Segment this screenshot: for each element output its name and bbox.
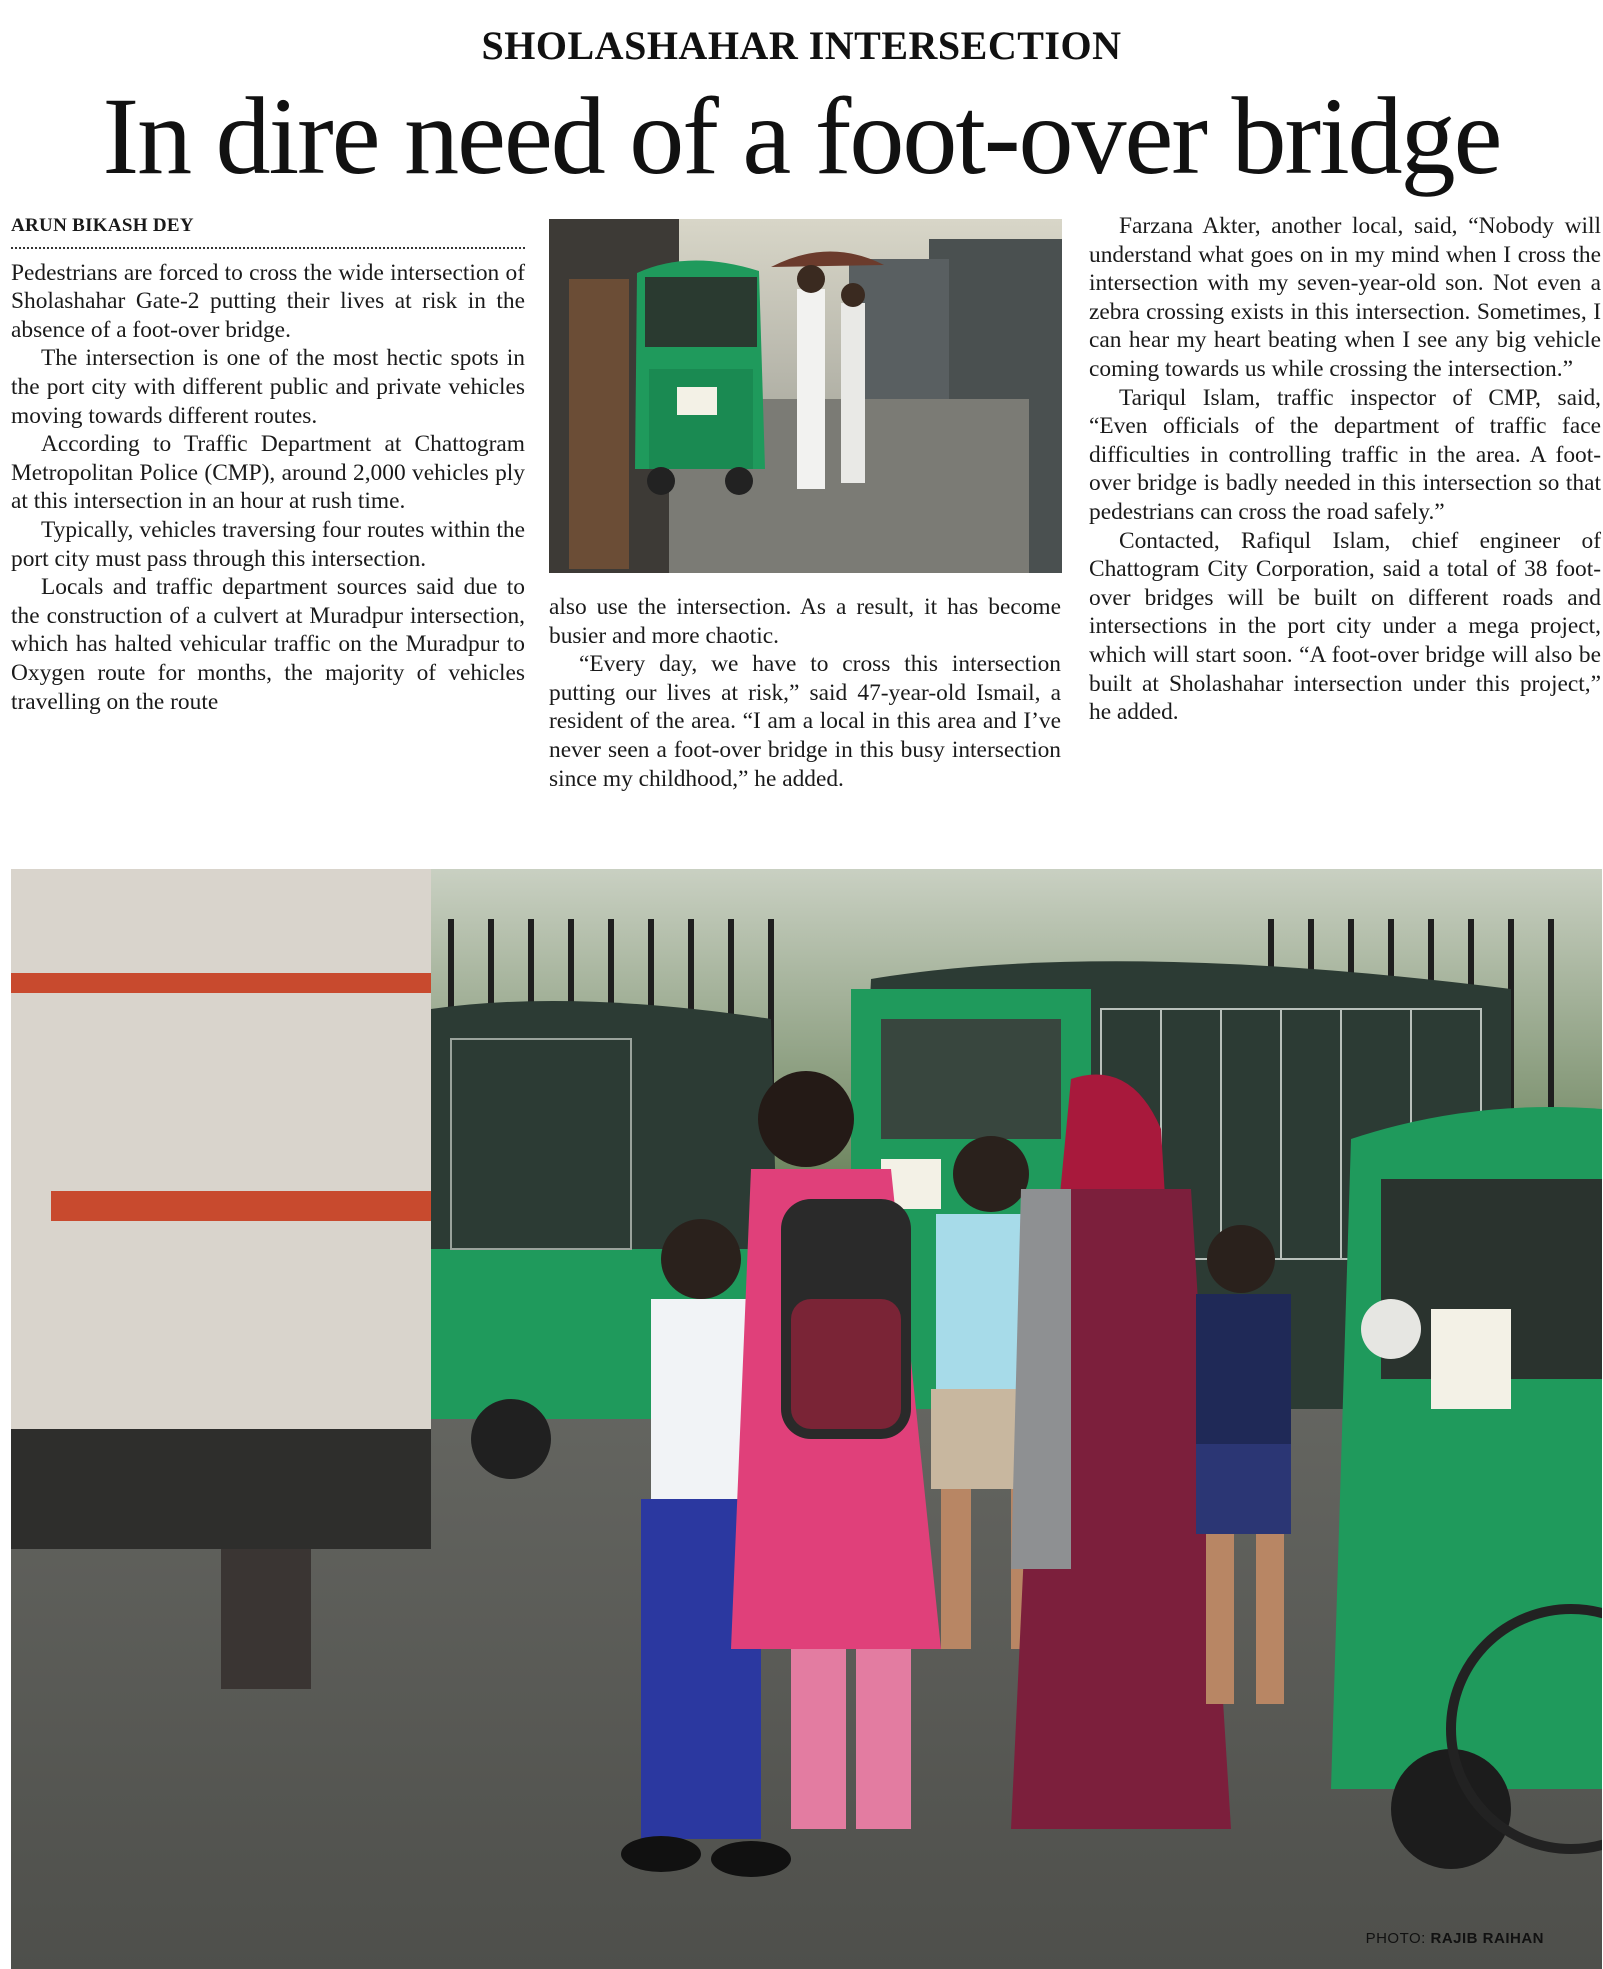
paragraph: Locals and traffic department sources said due to the construction of a culvert at Muradpur intersection, which has halted vehicular traffic on the Muradpur to Oxygen route for months, the majority of vehicles travelling on the route	[11, 574, 525, 715]
column-3	[1089, 212, 1601, 727]
paragraph: also use the intersection. As a result, it has become busier and more chaotic.	[549, 594, 1061, 649]
photo-credit-name: RAJIB RAIHAN	[1430, 1930, 1544, 1947]
photo-credit-label: PHOTO:	[1365, 1930, 1426, 1947]
section-kicker: SHOLASHAHAR INTERSECTION	[481, 23, 1122, 68]
paragraph: “Every day, we have to cross this intersection putting our lives at risk,” said 47-year-old Ismail, a resident of the area. “I am a local in this area and I’ve never seen a foot-over bridge in this busy intersection since my childhood,” he added.	[549, 651, 1061, 792]
photo-pedestrians-crossing	[11, 869, 1602, 1969]
paragraph: Pedestrians are forced to cross the wide intersection of Sholashahar Gate-2 putting their lives at risk in the absence of a foot-over bridge.	[11, 259, 525, 343]
paragraph: The intersection is one of the most hectic spots in the port city with different public and private vehicles moving towards different routes.	[11, 345, 525, 429]
paragraph: Tariqul Islam, traffic inspector of CMP, said, “Even officials of the department of traffic face difficulties in controlling traffic in the area. A foot-over bridge is badly needed in this intersection so that pedestrians can cross the road safely.”	[1089, 384, 1601, 525]
paragraph: According to Traffic Department at Chattogram Metropolitan Police (CMP), around 2,000 vehicles ply at this intersection in an hour at rush time.	[11, 431, 525, 515]
paragraph: Farzana Akter, another local, said, “Nobody will understand what goes on in my mind when I cross the intersection with my seven-year-old son. Not even a zebra crossing exists in this intersection. Sometimes, I can hear my heart beating when I see any big vehicle coming towards us while crossing the intersection.”	[1089, 213, 1601, 382]
headline: In dire need of a foot-over bridge	[102, 75, 1501, 197]
column-1	[11, 212, 525, 716]
photo-cng-schoolgirls	[549, 219, 1062, 573]
paragraph: Contacted, Rafiqul Islam, chief engineer of Chattogram City Corporation, said a total of 38 foot-over bridges will be built on different roads and intersections in the port city under a mega project, which will start soon. “A foot-over bridge will also be built at Sholashahar intersection under this project,” he added.	[1089, 527, 1601, 726]
photo-credit	[1366, 1930, 1544, 1947]
byline: ARUN BIKASH DEY	[11, 212, 525, 249]
paragraph: Typically, vehicles traversing four routes within the port city must pass through this intersection.	[11, 516, 525, 572]
column-2	[549, 593, 1061, 793]
